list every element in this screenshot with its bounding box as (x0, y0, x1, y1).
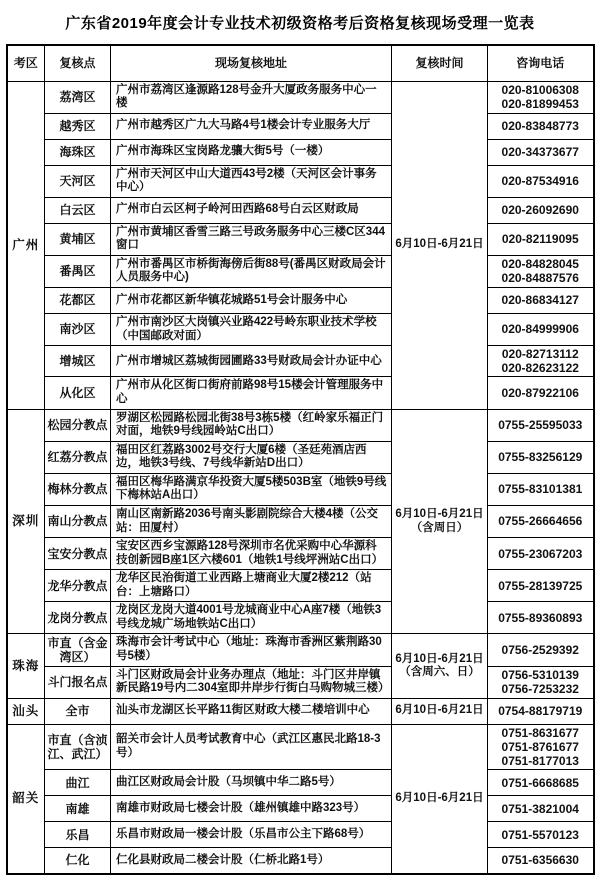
phone-cell (488, 113, 594, 139)
phone-cell (488, 377, 594, 409)
point-cell: 南沙区 (45, 314, 111, 346)
address-cell: 广州市番禺区市桥街海傍后街88号(番禺区财政局会计人员服务中心) (111, 255, 392, 287)
address-cell: 广州市从化区街口街府前路98号15楼会计管理服务中心 (111, 377, 392, 409)
phone-cell (488, 81, 594, 113)
phone-cell (488, 505, 594, 537)
phone-cell (488, 634, 594, 666)
phone-number: 020-83848773 (501, 119, 579, 134)
phone-number: 020-82623122 (501, 361, 579, 376)
time-cell-zhuhai (392, 634, 488, 698)
time-cell-guangzhou (392, 81, 488, 409)
point-cell: 乐昌 (45, 822, 111, 848)
phone-number: 020-87534916 (501, 174, 579, 189)
phone-number: 0755-83101381 (498, 482, 583, 497)
phone-number: 020-81899453 (501, 97, 579, 112)
phone-cell (488, 822, 594, 848)
phone-cell (488, 570, 594, 602)
phone-number: 020-81006308 (501, 82, 579, 97)
point-cell: 斗门报名点 (45, 666, 111, 698)
phone-number: 0751-6356630 (501, 853, 579, 868)
address-cell: 乐昌市财政局一楼会计股（乐昌市公主下路68号） (111, 822, 392, 848)
region-cell-guangzhou: 广州 (7, 81, 45, 409)
point-cell: 全市 (45, 698, 111, 724)
phone-number: 0751-8631677 (501, 725, 579, 740)
address-cell: 龙华区民治街道工业西路上塘商业大厦2楼212（站台：上塘路口） (111, 570, 392, 602)
table-row (7, 848, 594, 874)
point-cell: 红荔分教点 (45, 441, 111, 473)
table-row (7, 666, 594, 698)
phone-number: 020-86834127 (501, 293, 579, 308)
table-row (7, 165, 594, 197)
table-row (7, 113, 594, 139)
table-row (7, 441, 594, 473)
table-row (7, 724, 594, 769)
time-text-note: （含周日） (410, 521, 469, 534)
phone-cell (488, 473, 594, 505)
time-cell-shenzhen (392, 409, 488, 634)
table-row (7, 346, 594, 377)
table-row (7, 505, 594, 537)
point-cell: 荔湾区 (45, 81, 111, 113)
table-row (7, 314, 594, 346)
address-cell: 南山区南新路2036号南头影剧院综合大楼4楼（公交站：田厦村） (111, 505, 392, 537)
point-cell: 南山分教点 (45, 505, 111, 537)
table-row (7, 770, 594, 796)
phone-number: 0754-88179719 (498, 704, 583, 719)
phone-cell (488, 848, 594, 874)
point-cell: 松园分教点 (45, 409, 111, 441)
address-cell: 广州市南沙区大岗镇兴业路422号岭东职业技术学校（中国邮政对面） (111, 314, 392, 346)
address-cell: 广州市黄埔区香雪三路三号政务服务中心三楼C区344窗口 (111, 223, 392, 255)
phone-number: 020-82713112 (501, 347, 579, 362)
table-row (7, 288, 594, 314)
phone-number: 020-87922106 (501, 385, 579, 400)
address-cell: 珠海市会计考试中心（地址：珠海市香洲区紫荆路30号5楼） (111, 634, 392, 666)
phone-number: 020-82119095 (501, 232, 579, 247)
header-review-time: 复核时间 (392, 45, 488, 81)
table-row (7, 602, 594, 634)
region-cell-shenzhen: 深圳 (7, 409, 45, 634)
point-cell: 宝安分教点 (45, 538, 111, 570)
point-cell: 龙岗分教点 (45, 602, 111, 634)
address-cell: 广州市白云区柯子岭河田西路68号白云区财政局 (111, 197, 392, 223)
time-text-note: （含周六、日） (399, 666, 480, 679)
point-cell: 增城区 (45, 346, 111, 377)
phone-number: 0756-7253232 (501, 682, 579, 697)
phone-cell (488, 255, 594, 287)
table-row (7, 796, 594, 822)
phone-cell (488, 197, 594, 223)
address-cell: 广州市增城区荔城街园圃路33号财政局会计办证中心 (111, 346, 392, 377)
phone-number: 020-84999906 (501, 322, 579, 337)
phone-number: 020-84887576 (501, 271, 579, 286)
point-cell: 南雄 (45, 796, 111, 822)
point-cell: 越秀区 (45, 113, 111, 139)
phone-number: 020-26092690 (501, 203, 579, 218)
address-cell: 福田区梅华路满京华投资大厦5楼503B室（地铁9号线下梅林站A出口） (111, 473, 392, 505)
page-title: 广东省2019年度会计专业技术初级资格考后资格复核现场受理一览表 (65, 15, 535, 32)
header-consult-phone: 咨询电话 (488, 45, 594, 81)
phone-cell (488, 724, 594, 769)
point-cell: 仁化 (45, 848, 111, 874)
phone-cell (488, 409, 594, 441)
phone-cell (488, 314, 594, 346)
point-cell: 曲江 (45, 770, 111, 796)
point-cell: 从化区 (45, 377, 111, 409)
phone-cell (488, 698, 594, 724)
address-cell: 广州市海珠区宝岗路龙骧大街5号（一楼） (111, 139, 392, 165)
table-row (7, 377, 594, 409)
point-cell: 市直（含金湾区） (45, 634, 111, 666)
header-review-point: 复核点 (45, 45, 111, 81)
phone-cell (488, 288, 594, 314)
address-cell: 曲江区财政局会计股（马坝镇中华二路5号） (111, 770, 392, 796)
review-acceptance-table (6, 44, 595, 875)
phone-cell (488, 346, 594, 377)
address-cell: 广州市荔湾区逢源路128号金升大厦政务服务中心一楼 (111, 81, 392, 113)
address-cell: 福田区红荔路3002号交行大厦6楼（圣廷苑酒店西边，地铁3号线、7号线华新站D出口） (111, 441, 392, 473)
phone-cell (488, 666, 594, 698)
table-row (7, 81, 594, 113)
address-cell: 罗湖区松园路松园北街38号3栋5楼（红岭家乐福正门对面，地铁9号线园岭站C出口） (111, 409, 392, 441)
phone-number: 020-34373677 (501, 145, 579, 160)
phone-number: 0751-8761677 (501, 739, 579, 754)
address-cell: 广州市花都区新华镇花城路51号会计服务中心 (111, 288, 392, 314)
time-text: 6月10日-6月21日 (395, 704, 484, 717)
table-row (7, 409, 594, 441)
header-review-address: 现场复核地址 (111, 45, 392, 81)
time-text: 6月10日-6月21日 (395, 507, 484, 520)
header-row (7, 45, 594, 81)
phone-number: 0755-28139725 (498, 578, 583, 593)
phone-number: 0755-23067203 (498, 546, 583, 561)
address-cell: 南雄市财政局七楼会计股（雄州镇雄中路323号） (111, 796, 392, 822)
phone-number: 0755-83256129 (498, 450, 583, 465)
header-exam-area: 考区 (7, 45, 45, 81)
address-cell: 汕头市龙湖区长平路11街区财政大楼二楼培训中心 (111, 698, 392, 724)
address-cell: 斗门区财政局会计业务办理点（地址：斗门区井岸镇新民路19号内二304室即井岸步行街白马购物城三楼） (111, 666, 392, 698)
phone-cell (488, 602, 594, 634)
table-row (7, 139, 594, 165)
phone-cell (488, 223, 594, 255)
point-cell: 番禺区 (45, 255, 111, 287)
region-cell-shantou: 汕头 (7, 698, 45, 724)
table-row (7, 698, 594, 724)
address-cell: 龙岗区龙岗大道4001号龙城商业中心A座7楼（地铁3号线龙城广场地铁站C出口） (111, 602, 392, 634)
phone-cell (488, 770, 594, 796)
time-text: 6月10日-6月21日 (395, 652, 484, 665)
table-row (7, 822, 594, 848)
phone-number: 0756-2529392 (501, 642, 579, 657)
table-row (7, 634, 594, 666)
phone-number: 020-84828045 (501, 257, 579, 272)
table-row (7, 570, 594, 602)
phone-cell (488, 139, 594, 165)
table-row (7, 538, 594, 570)
time-cell-shaoguan (392, 724, 488, 873)
table-row (7, 197, 594, 223)
time-text: 6月10日-6月21日 (395, 238, 484, 251)
phone-number: 0751-5570123 (501, 827, 579, 842)
table-row (7, 255, 594, 287)
address-cell: 广州市天河区中山大道西43号2楼（天河区会计事务中心） (111, 165, 392, 197)
phone-number: 0751-8177013 (501, 754, 579, 768)
time-text: 6月10日-6月21日 (395, 791, 484, 804)
region-cell-zhuhai: 珠海 (7, 634, 45, 698)
address-cell: 广州市越秀区广九大马路4号1楼会计专业服务大厅 (111, 113, 392, 139)
phone-number: 0755-26664656 (498, 514, 583, 529)
table-row (7, 473, 594, 505)
point-cell: 龙华分教点 (45, 570, 111, 602)
phone-number: 0756-5310139 (501, 667, 579, 682)
region-cell-shaoguan: 韶关 (7, 724, 45, 873)
address-cell: 宝安区西乡宝源路128号深圳市名优采购中心华源科技创新园B座1区六楼601（地铁1号线坪洲站C出口） (111, 538, 392, 570)
point-cell: 白云区 (45, 197, 111, 223)
phone-number: 0751-6668685 (501, 775, 579, 790)
point-cell: 梅林分教点 (45, 473, 111, 505)
point-cell: 市直（含浈江、武江） (45, 724, 111, 769)
point-cell: 黄埔区 (45, 223, 111, 255)
phone-number: 0751-3821004 (501, 801, 579, 816)
phone-cell (488, 796, 594, 822)
phone-number: 0755-25595033 (498, 418, 583, 433)
phone-cell (488, 538, 594, 570)
time-cell-shantou (392, 698, 488, 724)
point-cell: 天河区 (45, 165, 111, 197)
table-row (7, 223, 594, 255)
phone-cell (488, 441, 594, 473)
point-cell: 海珠区 (45, 139, 111, 165)
point-cell: 花都区 (45, 288, 111, 314)
phone-cell (488, 165, 594, 197)
phone-number: 0755-89360893 (498, 610, 583, 625)
address-cell: 韶关市会计人员考试教育中心（武江区惠民北路18-3号） (111, 724, 392, 769)
address-cell: 仁化县财政局二楼会计股（仁桥北路1号） (111, 848, 392, 874)
